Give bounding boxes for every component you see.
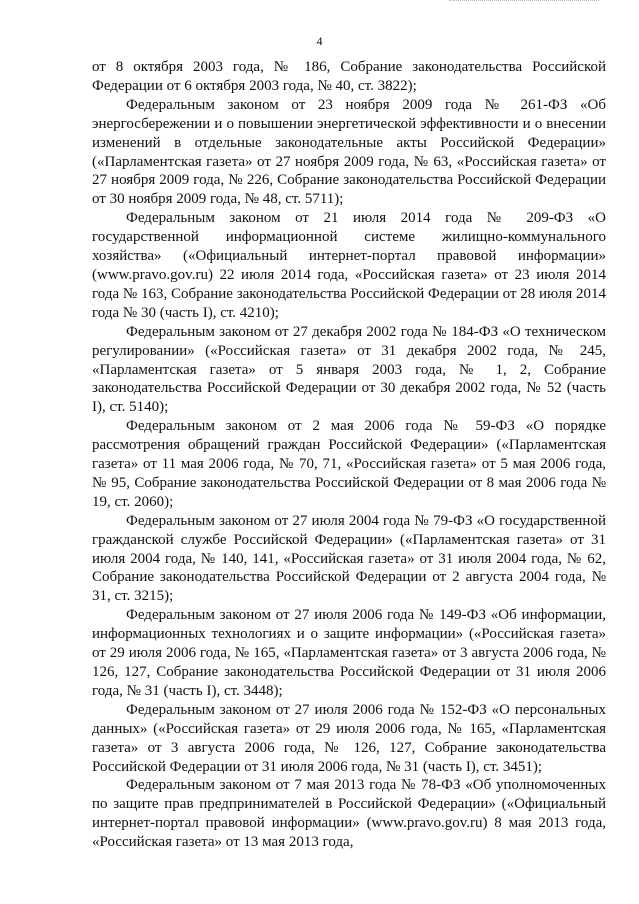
paragraph-law-261fz: Федеральным законом от 23 ноября 2009 года № 261-ФЗ «Об энергосбережении и о повышении энергетической эффективности и о внесении изменений в отдельные законодательные акты Российской Федерации» («Парламентская газета» от 27 ноября 2009 года, № 63, «Российская газета» от 27 ноября 2009 года, № 226, Собрание законодательства Российской Федерации от 30 ноября 2009 года, № 48, ст. 5711);	[92, 96, 606, 208]
paragraph-continuation: от 8 октября 2003 года, № 186, Собрание законодательства Российской Федерации от 6 октября 2003 года, № 40, ст. 3822);	[92, 59, 606, 94]
paragraph-law-149fz: Федеральным законом от 27 июля 2006 года № 149-ФЗ «Об информации, информационных технологиях и о защите информации» («Российская газета» от 29 июля 2006 года, № 165, «Парламентская газета» от 3 августа 2006 года, № 126, 127, Собрание законодательства Российской Федерации от 31 июля 2006 года, № 31 (часть I), ст. 3448);	[92, 607, 606, 699]
paragraph-law-184fz: Федеральным законом от 27 декабря 2002 года № 184-ФЗ «О техническом регулировании» («Российская газета» от 31 декабря 2002 года, № 245, «Парламентская газета» от 5 января 2003 года, № 1, 2, Собрание законодательства Российской Федерации от 30 декабря 2002 года, № 52 (часть I), ст. 5140);	[92, 323, 606, 416]
paragraph-law-78fz: Федеральным законом от 7 мая 2013 года № 78-ФЗ «Об уполномоченных по защите прав предпринимателей в Российской Федерации» («Официальный интернет-портал правовой информации» (www.pravo.gov.ru) 8 мая 2013 года, «Российская газета» от 13 мая 2013 года,	[92, 777, 606, 851]
document-body	[92, 58, 606, 852]
page-number: 4	[316, 34, 323, 48]
paragraph-law-152fz: Федеральным законом от 27 июля 2006 года № 152-ФЗ «О персональных данных» («Российская газета» от 29 июля 2006 года, № 165, «Парламентская газета» от 3 августа 2006 года, № 126, 127, Собрание законодательства Российской Федерации от 31 июля 2006 года, № 31 (часть I), ст. 3451);	[92, 701, 606, 775]
scan-edge-mark	[449, 0, 599, 4]
paragraph-law-59fz: Федеральным законом от 2 мая 2006 года № 59-ФЗ «О порядке рассмотрения обращений граждан Российской Федерации» («Парламентская газета» от 11 мая 2006 года, № 70, 71, «Российская газета» от 5 мая 2006 года, № 95, Собрание законодательства Российской Федерации от 8 мая 2006 года № 19, ст. 2060);	[92, 418, 606, 510]
paragraph-law-79fz: Федеральным законом от 27 июля 2004 года № 79-ФЗ «О государственной гражданской службе Российской Федерации» («Парламентская газета» от 31 июля 2004 года, № 140, 141, «Российская газета» от 31 июля 2004 года, № 62, Собрание законодательства Российской Федерации от 2 августа 2004 года, № 31, ст. 3215);	[92, 512, 606, 605]
paragraph-law-209fz: Федеральным законом от 21 июля 2014 года № 209-ФЗ «О государственной информационной системе жилищно-коммунального хозяйства» («Официальный интернет-портал правовой информации» (www.pravo.gov.ru) 22 июля 2014 года, «Российская газета» от 23 июля 2014 года № 163, Собрание законодательства Российской Федерации от 28 июля 2014 года № 30 (часть I), ст. 4210);	[92, 210, 606, 321]
